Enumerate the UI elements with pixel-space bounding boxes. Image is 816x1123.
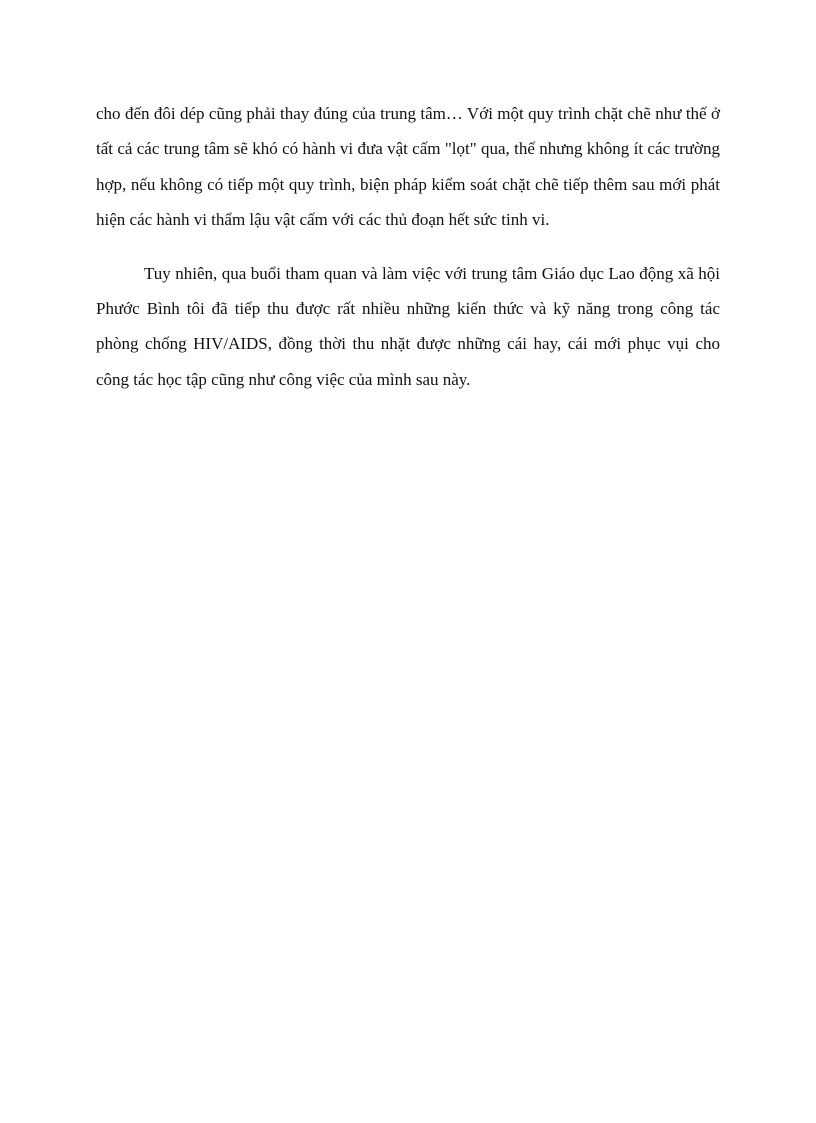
paragraph-2: Tuy nhiên, qua buổi tham quan và làm việc với trung tâm Giáo dục Lao động xã hội Phước Bình tôi đã tiếp thu được rất nhiều những kiến thức và kỹ năng trong công tác phòng chống HIV/AIDS, đồng thời thu nhặt được những cái hay, cái mới phục vụi cho công tác học tập cũng như công việc của mình sau này. <box>96 263 720 389</box>
paragraph-1: cho đến đôi dép cũng phải thay đúng của trung tâm… Với một quy trình chặt chẽ như thế ở tất cả các trung tâm sẽ khó có hành vi đưa vật cấm "lọt" qua, thế nhưng không ít các trường hợp, nếu không có tiếp một quy trình, biện pháp kiểm soát chặt chẽ tiếp thêm sau mới phát hiện các hành vi thẩm lậu vật cấm với các thủ đoạn hết sức tinh vi. <box>96 104 720 230</box>
page-content <box>96 96 720 397</box>
